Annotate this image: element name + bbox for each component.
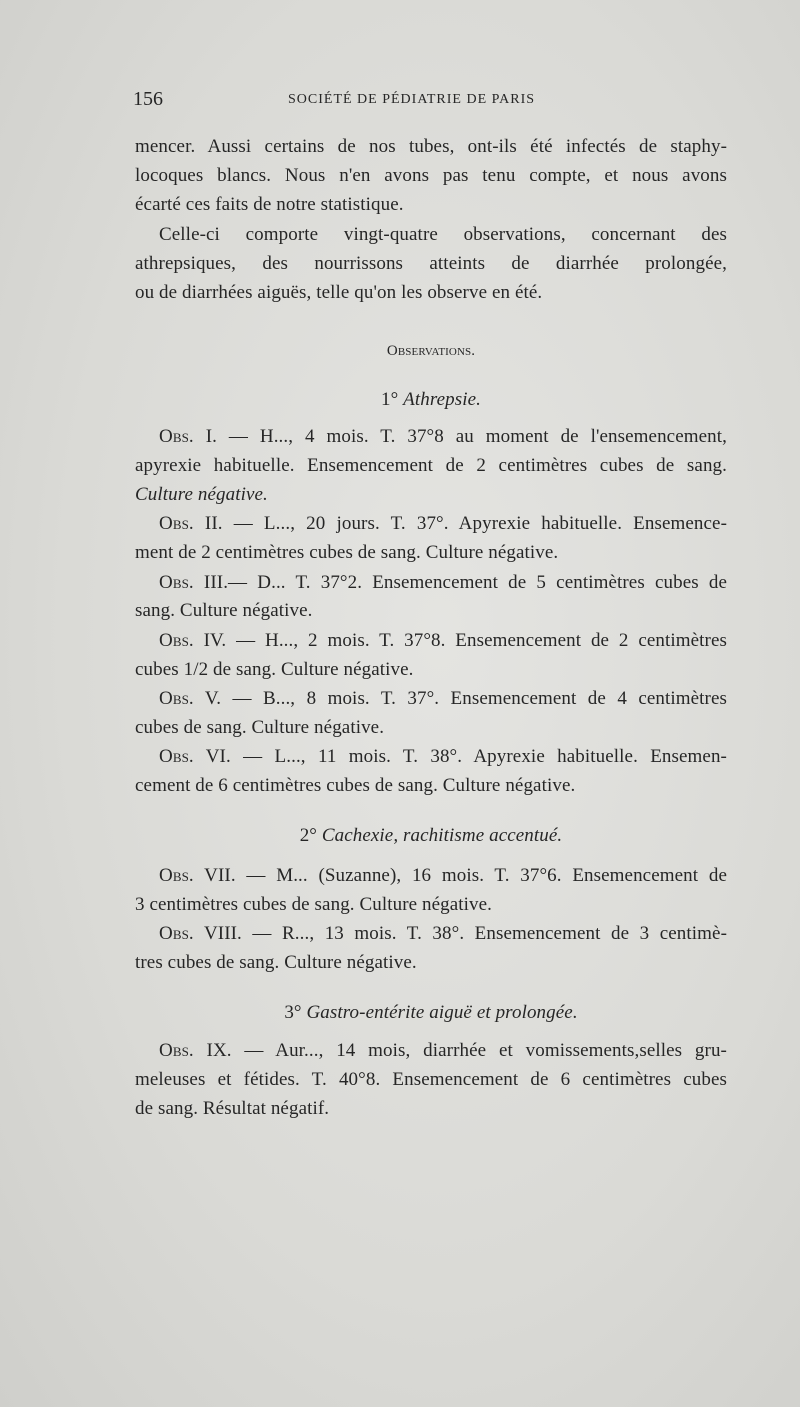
text-line (135, 775, 727, 797)
line-text: VII. — M... (Suzanne), 16 mois. T. 37°6. Ensemencement de (193, 865, 727, 886)
text-line (135, 717, 727, 739)
text-line (135, 455, 727, 477)
text-line (159, 923, 727, 945)
text-line (159, 426, 727, 448)
line-text: I. — H..., 4 mois. T. 37°8 au moment de l'ensemencement, (193, 426, 727, 447)
line-text: écarté ces faits de notre statistique. (135, 194, 404, 215)
section-number: 3° (284, 1002, 307, 1023)
line-text: IX. — Aur..., 14 mois, diarrhée et vomissements,selles gru- (193, 1040, 727, 1061)
text-line (159, 630, 727, 652)
line-text: Celle-ci comporte vingt-quatre observations, concernant des (159, 224, 727, 245)
line-text: sang. Culture négative. (135, 600, 313, 621)
section-heading (135, 1002, 727, 1024)
text-line (135, 194, 727, 216)
text-line (159, 688, 727, 710)
obs-label: Obs. (159, 1040, 194, 1061)
section-number: 1° (380, 389, 404, 410)
line-text: Observations. (386, 343, 476, 359)
obs-label: Obs. (159, 513, 194, 534)
line-text: Cachexie, rachitisme accentué. (321, 825, 563, 846)
text-line (135, 253, 727, 275)
text-line (135, 1098, 727, 1120)
obs-label: Obs. (159, 746, 194, 767)
text-line (135, 282, 727, 304)
obs-label: Obs. (159, 923, 194, 944)
text-line (159, 1040, 727, 1062)
line-text: tres cubes de sang. Culture négative. (135, 952, 417, 973)
line-text: ment de 2 centimètres cubes de sang. Culture négative. (135, 542, 559, 563)
line-text: locoques blancs. Nous n'en avons pas tenu compte, et nous avons (135, 165, 727, 186)
obs-label: Obs. (159, 572, 194, 593)
line-text: mencer. Aussi certains de nos tubes, ont-ils été infectés de staphy- (135, 136, 727, 157)
text-line (159, 513, 727, 535)
section-heading (135, 825, 727, 847)
line-text: cubes 1/2 de sang. Culture négative. (135, 659, 414, 680)
text-line (135, 894, 727, 916)
text-line (159, 572, 727, 594)
section-number: 2° (299, 825, 322, 846)
section-heading (135, 340, 727, 362)
line-text: apyrexie habituelle. Ensemencement de 2 centimètres cubes de sang. (135, 455, 727, 476)
line-text: Culture négative. (135, 484, 268, 505)
line-text: IV. — H..., 2 mois. T. 37°8. Ensemencement de 2 centimètres (193, 630, 727, 651)
obs-label: Obs. (159, 865, 194, 886)
text-line (135, 484, 727, 506)
text-line (135, 165, 727, 187)
text-line (135, 659, 727, 681)
line-text: meleuses et fétides. T. 40°8. Ensemencement de 6 centimètres cubes (135, 1069, 727, 1090)
line-text: II. — L..., 20 jours. T. 37°. Apyrexie habituelle. Ensemence- (193, 513, 727, 534)
line-text: cubes de sang. Culture négative. (135, 717, 385, 738)
obs-label: Obs. (159, 630, 194, 651)
line-text: Gastro-entérite aiguë et prolongée. (306, 1002, 578, 1023)
text-line (159, 865, 727, 887)
page-number: 156 (133, 88, 163, 110)
text-line (135, 136, 727, 158)
line-text: V. — B..., 8 mois. T. 37°. Ensemencement de 4 centimètres (193, 688, 727, 709)
line-text: VI. — L..., 11 mois. T. 38°. Apyrexie habituelle. Ensemen- (193, 746, 727, 767)
line-text: VIII. — R..., 13 mois. T. 38°. Ensemencement de 3 centimè- (193, 923, 727, 944)
line-text: III.— D... T. 37°2. Ensemencement de 5 centimètres cubes de (193, 572, 727, 593)
text-line (159, 746, 727, 768)
line-text: athrepsiques, des nourrissons atteints de diarrhée prolongée, (135, 253, 727, 274)
obs-label: Obs. (159, 426, 194, 447)
running-title: SOCIÉTÉ DE PÉDIATRIE DE PARIS (288, 92, 536, 107)
text-line (135, 1069, 727, 1091)
text-line (135, 600, 727, 622)
line-text: ou de diarrhées aiguës, telle qu'on les observe en été. (135, 282, 543, 303)
section-heading (135, 389, 727, 411)
line-text: 3 centimètres cubes de sang. Culture négative. (135, 894, 493, 915)
line-text: Athrepsie. (403, 389, 482, 410)
text-line (159, 224, 727, 246)
line-text: de sang. Résultat négatif. (135, 1098, 330, 1119)
obs-label: Obs. (159, 688, 194, 709)
text-line (135, 952, 727, 974)
text-line (135, 542, 727, 564)
line-text: cement de 6 centimètres cubes de sang. Culture négative. (135, 775, 576, 796)
